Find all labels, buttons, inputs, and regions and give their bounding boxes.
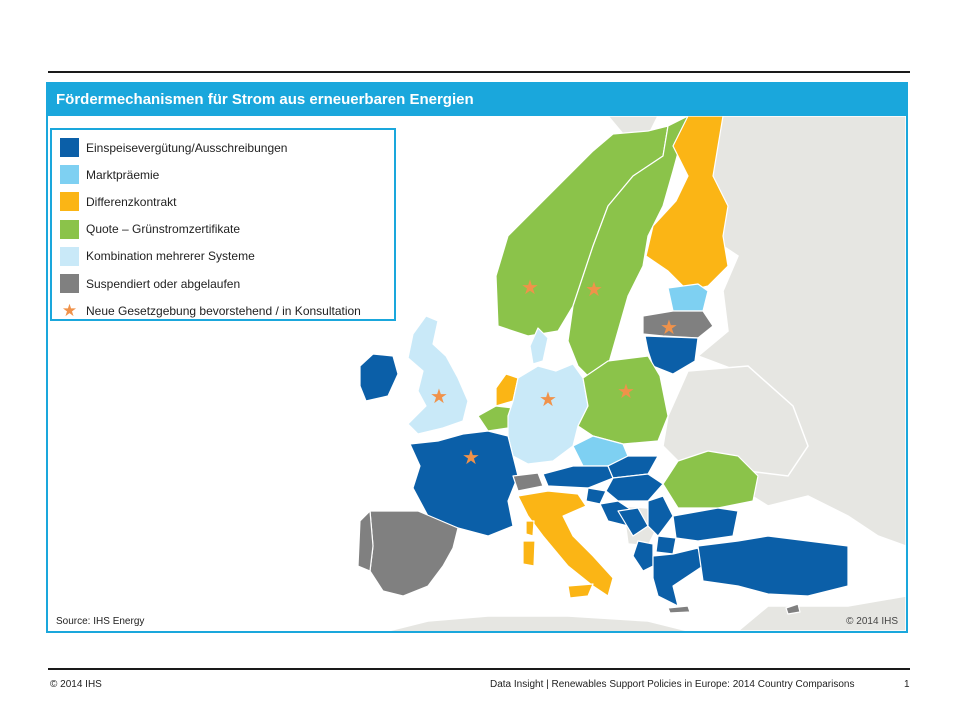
star-icon-sweden: ★ bbox=[585, 277, 603, 301]
country-estonia bbox=[668, 284, 708, 311]
legend-label: Quote – Grünstromzertifikate bbox=[86, 222, 241, 237]
legend-label: Marktpräemie bbox=[86, 167, 160, 182]
legend-label: Neue Gesetzgebung bevorstehend / in Konsultation bbox=[86, 303, 361, 318]
legend-label: Suspendiert oder abgelaufen bbox=[86, 276, 241, 291]
country-turkey bbox=[698, 536, 848, 596]
legend-item-quota bbox=[60, 216, 394, 243]
legend-label: Einspeisevergütung/Ausschreibungen bbox=[86, 140, 288, 155]
star-icon-uk: ★ bbox=[430, 384, 448, 408]
star-icon: ★ bbox=[61, 301, 78, 321]
country-hungary bbox=[606, 474, 663, 501]
country-slovenia bbox=[586, 488, 606, 504]
legend-swatch bbox=[60, 274, 79, 293]
country-greece bbox=[653, 548, 703, 606]
map-panel bbox=[46, 82, 908, 633]
country-bulgaria bbox=[673, 508, 738, 541]
legend-swatch bbox=[60, 138, 79, 157]
country-switzerland bbox=[513, 473, 543, 491]
footer-copyright: © 2014 IHS bbox=[50, 679, 102, 690]
legend-item-contract-for-difference bbox=[60, 188, 394, 215]
source-note: Source: IHS Energy bbox=[56, 616, 145, 627]
africa-land bbox=[368, 616, 698, 631]
legend-swatch bbox=[60, 165, 79, 184]
star-icon-germany: ★ bbox=[539, 387, 557, 411]
legend-swatch bbox=[60, 220, 79, 239]
country-spain bbox=[370, 511, 458, 596]
country-sicily bbox=[568, 584, 593, 598]
star-icon-norway: ★ bbox=[521, 275, 539, 299]
country-latvia bbox=[643, 311, 713, 338]
footer-page-number: 1 bbox=[904, 679, 910, 690]
legend-item-market-premium bbox=[60, 161, 394, 188]
country-corsica bbox=[526, 521, 534, 536]
country-albania bbox=[633, 541, 653, 571]
legend-item-feed-in bbox=[60, 134, 394, 161]
legend-item-combination bbox=[60, 243, 394, 270]
map-copyright: © 2014 IHS bbox=[846, 616, 898, 627]
country-crete bbox=[668, 606, 690, 613]
top-rule bbox=[48, 71, 910, 73]
country-portugal bbox=[358, 511, 373, 571]
legend-item-suspended bbox=[60, 270, 394, 297]
map-title: Fördermechanismen für Strom aus erneuerbaren Energien bbox=[48, 84, 906, 116]
country-sardinia bbox=[523, 541, 535, 566]
legend-item-new-legislation bbox=[60, 297, 394, 324]
country-austria bbox=[543, 466, 613, 488]
legend-swatch bbox=[60, 247, 79, 266]
map-legend bbox=[50, 128, 396, 321]
footer-report-title: Data Insight | Renewables Support Policies in Europe: 2014 Country Comparisons bbox=[490, 679, 855, 690]
country-macedonia bbox=[656, 536, 676, 554]
star-icon-latvia: ★ bbox=[660, 315, 678, 339]
country-serbia bbox=[648, 496, 673, 536]
bottom-rule bbox=[48, 668, 910, 670]
legend-swatch bbox=[60, 192, 79, 211]
country-uk bbox=[408, 316, 468, 434]
legend-label: Kombination mehrerer Systeme bbox=[86, 249, 255, 264]
star-icon-poland: ★ bbox=[617, 379, 635, 403]
star-icon-france: ★ bbox=[462, 445, 480, 469]
country-ireland bbox=[360, 354, 398, 401]
legend-label: Differenzkontrakt bbox=[86, 194, 177, 209]
